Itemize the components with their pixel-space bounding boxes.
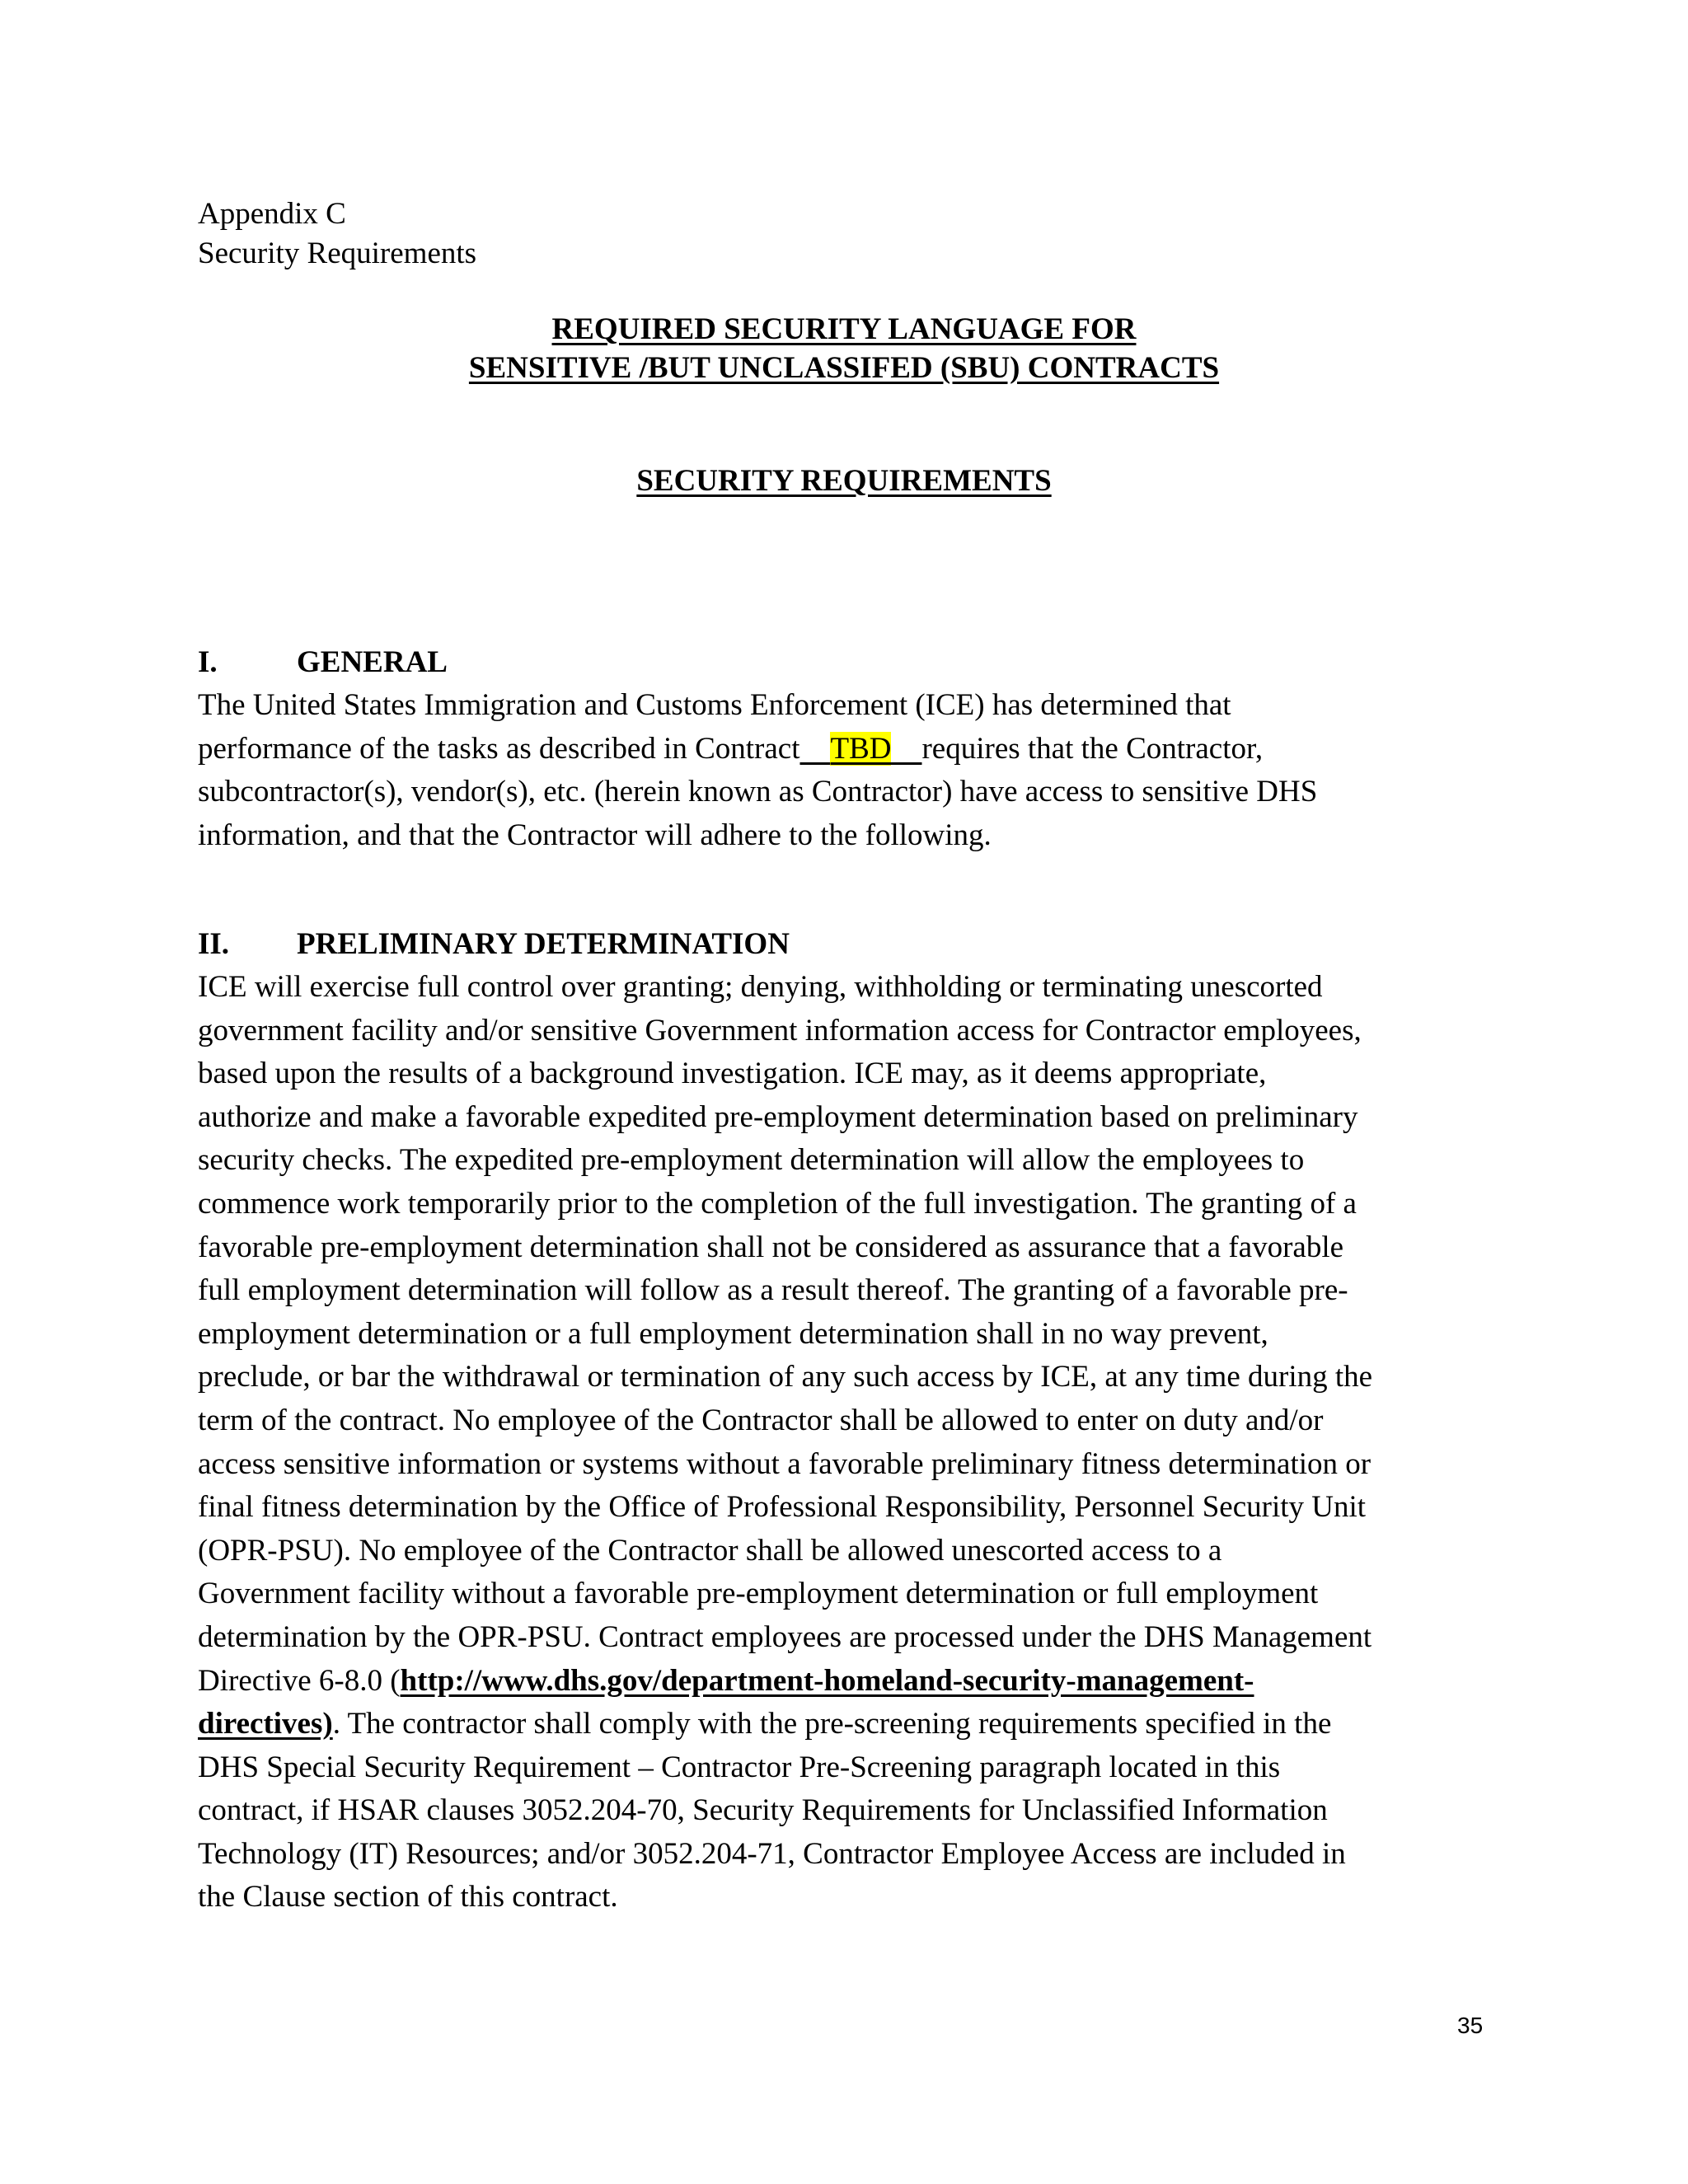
section-1-number: I. [198, 645, 218, 679]
section-1-title: GENERAL [297, 645, 448, 679]
section-1-line-4: information, and that the Contractor will adhere to the following. [198, 818, 992, 852]
section-2-line-13: final fitness determination by the Office of Professional Responsibility, Personnel Security Unit [198, 1490, 1367, 1525]
section-2-tail-lines [198, 1746, 1508, 1919]
contract-number-blank [799, 732, 921, 766]
section-2-directive-line [198, 1660, 1508, 1704]
section-2-url-continuation-line [198, 1703, 1508, 1746]
section-2-tail-line-3: Technology (IT) Resources; and/or 3052.204-71, Contractor Employee Access are included in [198, 1836, 1346, 1871]
appendix-label: Appendix C [198, 197, 346, 231]
page-number: 35 [1457, 2013, 1484, 2038]
section-2-tail-line-4: the Clause section of this contract. [198, 1880, 618, 1915]
section-2-number: II. [198, 927, 230, 961]
section-2-line-2: government facility and/or sensitive Government information access for Contractor employees, [198, 1013, 1362, 1047]
section-2-line-16: determination by the OPR-PSU. Contract employees are processed under the DHS Management [198, 1619, 1372, 1654]
section-2-line-6: commence work temporarily prior to the completion of the full investigation. The granting of a [198, 1186, 1357, 1221]
section-2-tail-line-1: DHS Special Security Requirement – Contractor Pre-Screening paragraph located in this [198, 1750, 1281, 1784]
title-line-1: REQUIRED SECURITY LANGUAGE FOR [551, 312, 1137, 346]
section-2-line-10: preclude, or bar the withdrawal or termination of any such access by ICE, at any time during the [198, 1360, 1373, 1394]
section-2-line-1: ICE will exercise full control over granting; denying, withholding or terminating unescorted [198, 970, 1323, 1004]
section-2-line-15: Government facility without a favorable pre-employment determination or full employment [198, 1577, 1319, 1611]
line-2-after: requires that the Contractor, [921, 731, 1264, 766]
dhs-directives-link-part-2[interactable]: directives) [198, 1707, 333, 1741]
section-2-line-12: access sensitive information or systems without a favorable preliminary fitness determination or [198, 1446, 1372, 1481]
section-2-body-lines [198, 966, 1508, 1660]
section-2-line-8: full employment determination will follow as a result thereof. The granting of a favorable pre- [198, 1273, 1348, 1308]
section-2-line-14: (OPR-PSU). No employee of the Contractor shall be allowed unescorted access to a [198, 1533, 1222, 1568]
title-line-2: SENSITIVE /BUT UNCLASSIFED (SBU) CONTRACTS [468, 351, 1220, 385]
appendix-subtitle: Security Requirements [198, 237, 477, 270]
section-2-line-11: term of the contract. No employee of the Contractor shall be allowed to enter on duty and/or [198, 1403, 1324, 1437]
directive-prefix: Directive 6-8.0 ( [198, 1663, 401, 1698]
section-2-tail-line-2: contract, if HSAR clauses 3052.204-70, Security Requirements for Unclassified Information [198, 1793, 1328, 1828]
section-2-paragraph [198, 966, 1508, 1919]
section-2-line-4: authorize and make a favorable expedited pre-employment determination based on preliminary [198, 1099, 1358, 1134]
dhs-directives-link-part-1[interactable]: http://www.dhs.gov/department-homeland-security-management- [400, 1663, 1254, 1698]
section-1-paragraph [198, 684, 1508, 857]
section-1-line-1: The United States Immigration and Customs Enforcement (ICE) has determined that [198, 688, 1231, 722]
line-2-before: performance of the tasks as described in Contract [198, 731, 800, 766]
main-title: SECURITY REQUIREMENTS [636, 464, 1052, 498]
section-2-line-7: favorable pre-employment determination shall not be considered as assurance that a favorable [198, 1230, 1344, 1264]
section-2-heading [198, 925, 790, 964]
section-2-title: PRELIMINARY DETERMINATION [297, 927, 790, 961]
after-url-text: . The contractor shall comply with the pre-screening requirements specified in the [332, 1707, 1332, 1741]
contract-number-value: TBD [830, 731, 892, 766]
section-2-line-3: based upon the results of a background investigation. ICE may, as it deems appropriate, [198, 1057, 1267, 1091]
section-1-line-3: subcontractor(s), vendor(s), etc. (herein known as Contractor) have access to sensitive DHS [198, 775, 1318, 809]
section-2-line-5: security checks. The expedited pre-employment determination will allow the employees to [198, 1143, 1305, 1178]
section-1-line-2 [198, 728, 1508, 771]
section-2-line-9: employment determination or a full employment determination shall in no way prevent, [198, 1316, 1268, 1351]
section-1-heading [198, 643, 448, 682]
